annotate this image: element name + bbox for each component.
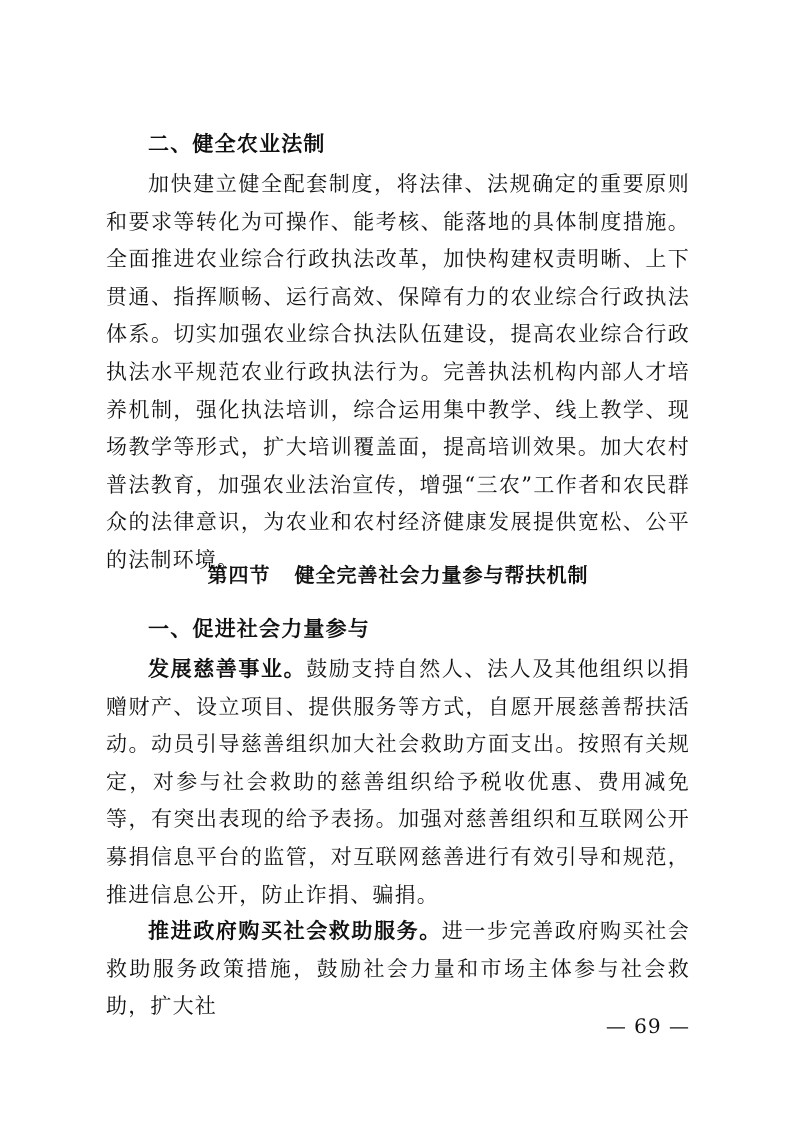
paragraph-legal-system: 加快建立健全配套制度，将法律、法规确定的重要原则和要求等转化为可操作、能考核、能落地的具体制度措施。全面推进农业综合行政执法改革，加快构建权责明晰、上下贯通、指挥顺畅、运行高效、保障有力的农业综合行政执法体系。切实加强农业综合执法队伍建设，提高农业综合行政执法水平规范农业行政执法行为。完善执法机构内部人才培养机制，强化执法培训，综合运用集中教学、线上教学、现场教学等形式，扩大培训覆盖面，提高培训效果。加大农村普法教育，加强农业法治宣传，增强“三农”工作者和农民群众的法律意识，为农业和农村经济健康发展提供宽松、公平的法制环境。	[106, 172, 690, 572]
purchase-text: 进一步完善政府购买社会救助服务政策措施，鼓励社会力量和市场主体参与社会救助，扩大社	[106, 919, 690, 1019]
heading-agricultural-legal-system: 二、健全农业法制	[148, 132, 326, 156]
paragraph-charity	[106, 651, 690, 914]
section-number: 第四节	[207, 563, 271, 587]
section-name: 健全完善社会力量参与帮扶机制	[294, 563, 589, 587]
section-title	[106, 560, 690, 590]
heading-social-participation: 一、促进社会力量参与	[148, 617, 370, 641]
page-number: — 69 —	[605, 1014, 690, 1038]
charity-lead: 发展慈善事业。	[148, 657, 307, 681]
charity-text: 鼓励支持自然人、法人及其他组织以捐赠财产、设立项目、提供服务等方式，自愿开展慈善帮扶活动。动员引导慈善组织加大社会救助方面支出。按照有关规定，对参与社会救助的慈善组织给予税收优惠、费用减免等，有突出表现的给予表扬。加强对慈善组织和互联网公开募捐信息平台的监管，对互联网慈善进行有效引导和规范，推进信息公开，防止诈捐、骗捐。	[106, 657, 690, 907]
purchase-lead: 推进政府购买社会救助服务。	[148, 919, 442, 943]
paragraph-government-purchase	[106, 913, 690, 1026]
